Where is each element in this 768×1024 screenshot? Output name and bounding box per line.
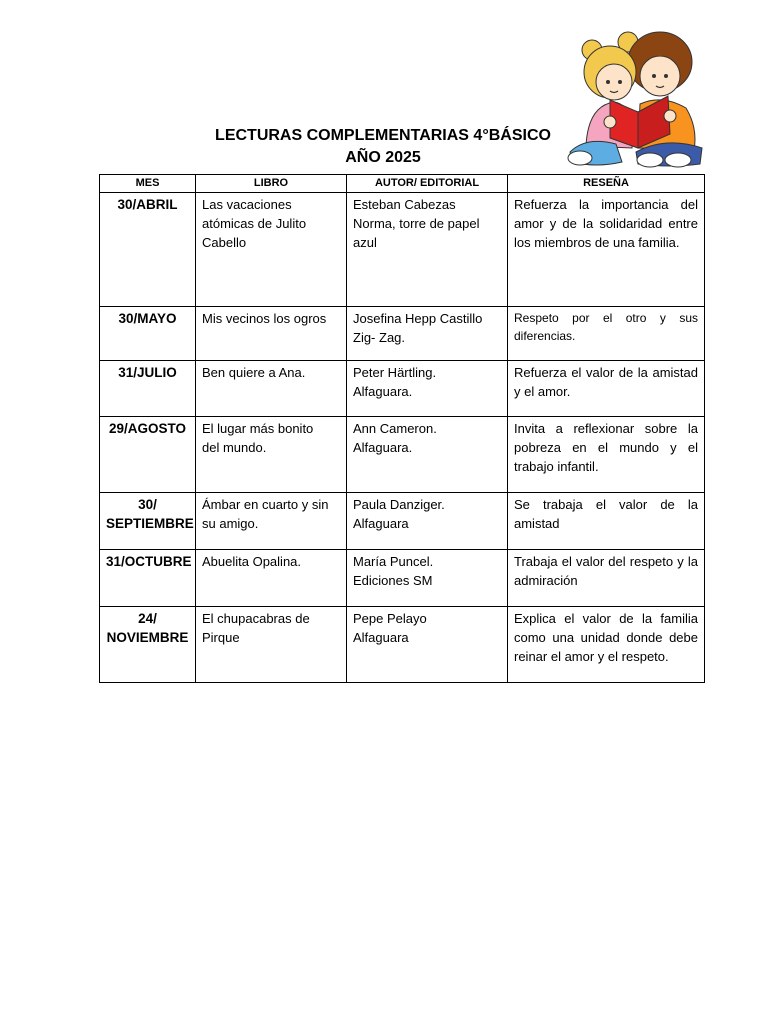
table-row (100, 193, 705, 307)
cell-resena: Trabaja el valor del respeto y la admiración (508, 550, 705, 607)
cell-autor (347, 417, 508, 493)
libro-line: Pirque (202, 630, 240, 645)
cell-mes (100, 607, 196, 683)
cell-mes (100, 193, 196, 307)
cell-libro (196, 607, 347, 683)
mes-text: 30/ABRIL (117, 197, 178, 212)
cell-resena: Refuerza el valor de la amistad y el amor. (508, 361, 705, 417)
table-row (100, 417, 705, 493)
autor-line: Alfaguara. (353, 440, 413, 455)
table-row (100, 607, 705, 683)
mes-text: 29/AGOSTO (108, 421, 187, 436)
header-autor-editorial: AUTOR/ EDITORIAL (347, 175, 508, 193)
cell-resena: Se trabaja el valor de la amistad (508, 493, 705, 550)
autor-line: Paula Danziger. (353, 497, 445, 512)
libro-line: Abuelita Opalina. (202, 554, 302, 569)
cell-mes (100, 417, 196, 493)
autor-line: azul (353, 235, 377, 250)
mes-text: SEPTIEMBRE (106, 516, 194, 531)
autor-line: Ediciones SM (353, 573, 433, 588)
cell-resena: Invita a reflexionar sobre la pobreza en el mundo y el trabajo infantil. (508, 417, 705, 493)
reading-list-table (99, 174, 705, 683)
libro-line: Mis vecinos los ogros (202, 311, 327, 326)
autor-line: María Puncel. (353, 554, 434, 569)
cell-autor (347, 550, 508, 607)
cell-mes (100, 550, 196, 607)
autor-line: Alfaguara. (353, 384, 413, 399)
libro-line: Cabello (202, 235, 247, 250)
cell-mes (100, 307, 196, 361)
mes-text: 30/MAYO (118, 311, 177, 326)
table-row (100, 361, 705, 417)
cell-resena: Respeto por el otro y sus diferencias. (508, 307, 705, 361)
title-line-2: AÑO 2025 (345, 149, 421, 166)
title-line-1: LECTURAS COMPLEMENTARIAS 4°BÁSICO (215, 127, 551, 144)
mes-text: 30/ (138, 497, 157, 512)
libro-line: atómicas de Julito (202, 216, 307, 231)
libro-line: Ben quiere a Ana. (202, 365, 306, 380)
autor-line: Peter Härtling. (353, 365, 437, 380)
libro-line: su amigo. (202, 516, 259, 531)
libro-line: El chupacabras de (202, 611, 310, 626)
autor-line: Pepe Pelayo (353, 611, 427, 626)
table-header-row (100, 175, 705, 193)
autor-line: Esteban Cabezas (353, 197, 456, 212)
cell-libro (196, 550, 347, 607)
autor-line: Alfaguara (353, 630, 409, 645)
mes-text: 31/JULIO (118, 365, 177, 380)
header-libro: LIBRO (196, 175, 347, 193)
mes-text: 31/OCTUBRE (106, 554, 192, 569)
cell-resena: Explica el valor de la familia como una unidad donde debe reinar el amor y el respeto. (508, 607, 705, 683)
autor-line: Norma, torre de papel (353, 216, 480, 231)
mes-text: 24/ (138, 611, 157, 626)
autor-line: Ann Cameron. (353, 421, 437, 436)
children-reading-book-illustration (566, 28, 706, 170)
header-resena: RESEÑA (508, 175, 705, 193)
libro-line: del mundo. (202, 440, 267, 455)
cell-autor (347, 493, 508, 550)
autor-line: Alfaguara (353, 516, 409, 531)
table-row (100, 493, 705, 550)
cell-libro (196, 193, 347, 307)
document-title (150, 125, 616, 169)
autor-line: Zig- Zag. (353, 330, 406, 345)
libro-line: Ámbar en cuarto y sin (202, 497, 329, 512)
cell-autor (347, 607, 508, 683)
cell-libro (196, 307, 347, 361)
header-mes: MES (100, 175, 196, 193)
autor-line: Josefina Hepp Castillo (353, 311, 483, 326)
cell-libro (196, 417, 347, 493)
cell-autor (347, 193, 508, 307)
cell-resena: Refuerza la importancia del amor y de la solidaridad entre los miembros de una familia. (508, 193, 705, 307)
cell-mes (100, 361, 196, 417)
table-row (100, 307, 705, 361)
cell-autor (347, 307, 508, 361)
cell-autor (347, 361, 508, 417)
mes-text: NOVIEMBRE (106, 630, 189, 645)
cell-libro (196, 361, 347, 417)
cell-libro (196, 493, 347, 550)
libro-line: El lugar más bonito (202, 421, 314, 436)
cell-mes (100, 493, 196, 550)
libro-line: Las vacaciones (202, 197, 292, 212)
table-row (100, 550, 705, 607)
